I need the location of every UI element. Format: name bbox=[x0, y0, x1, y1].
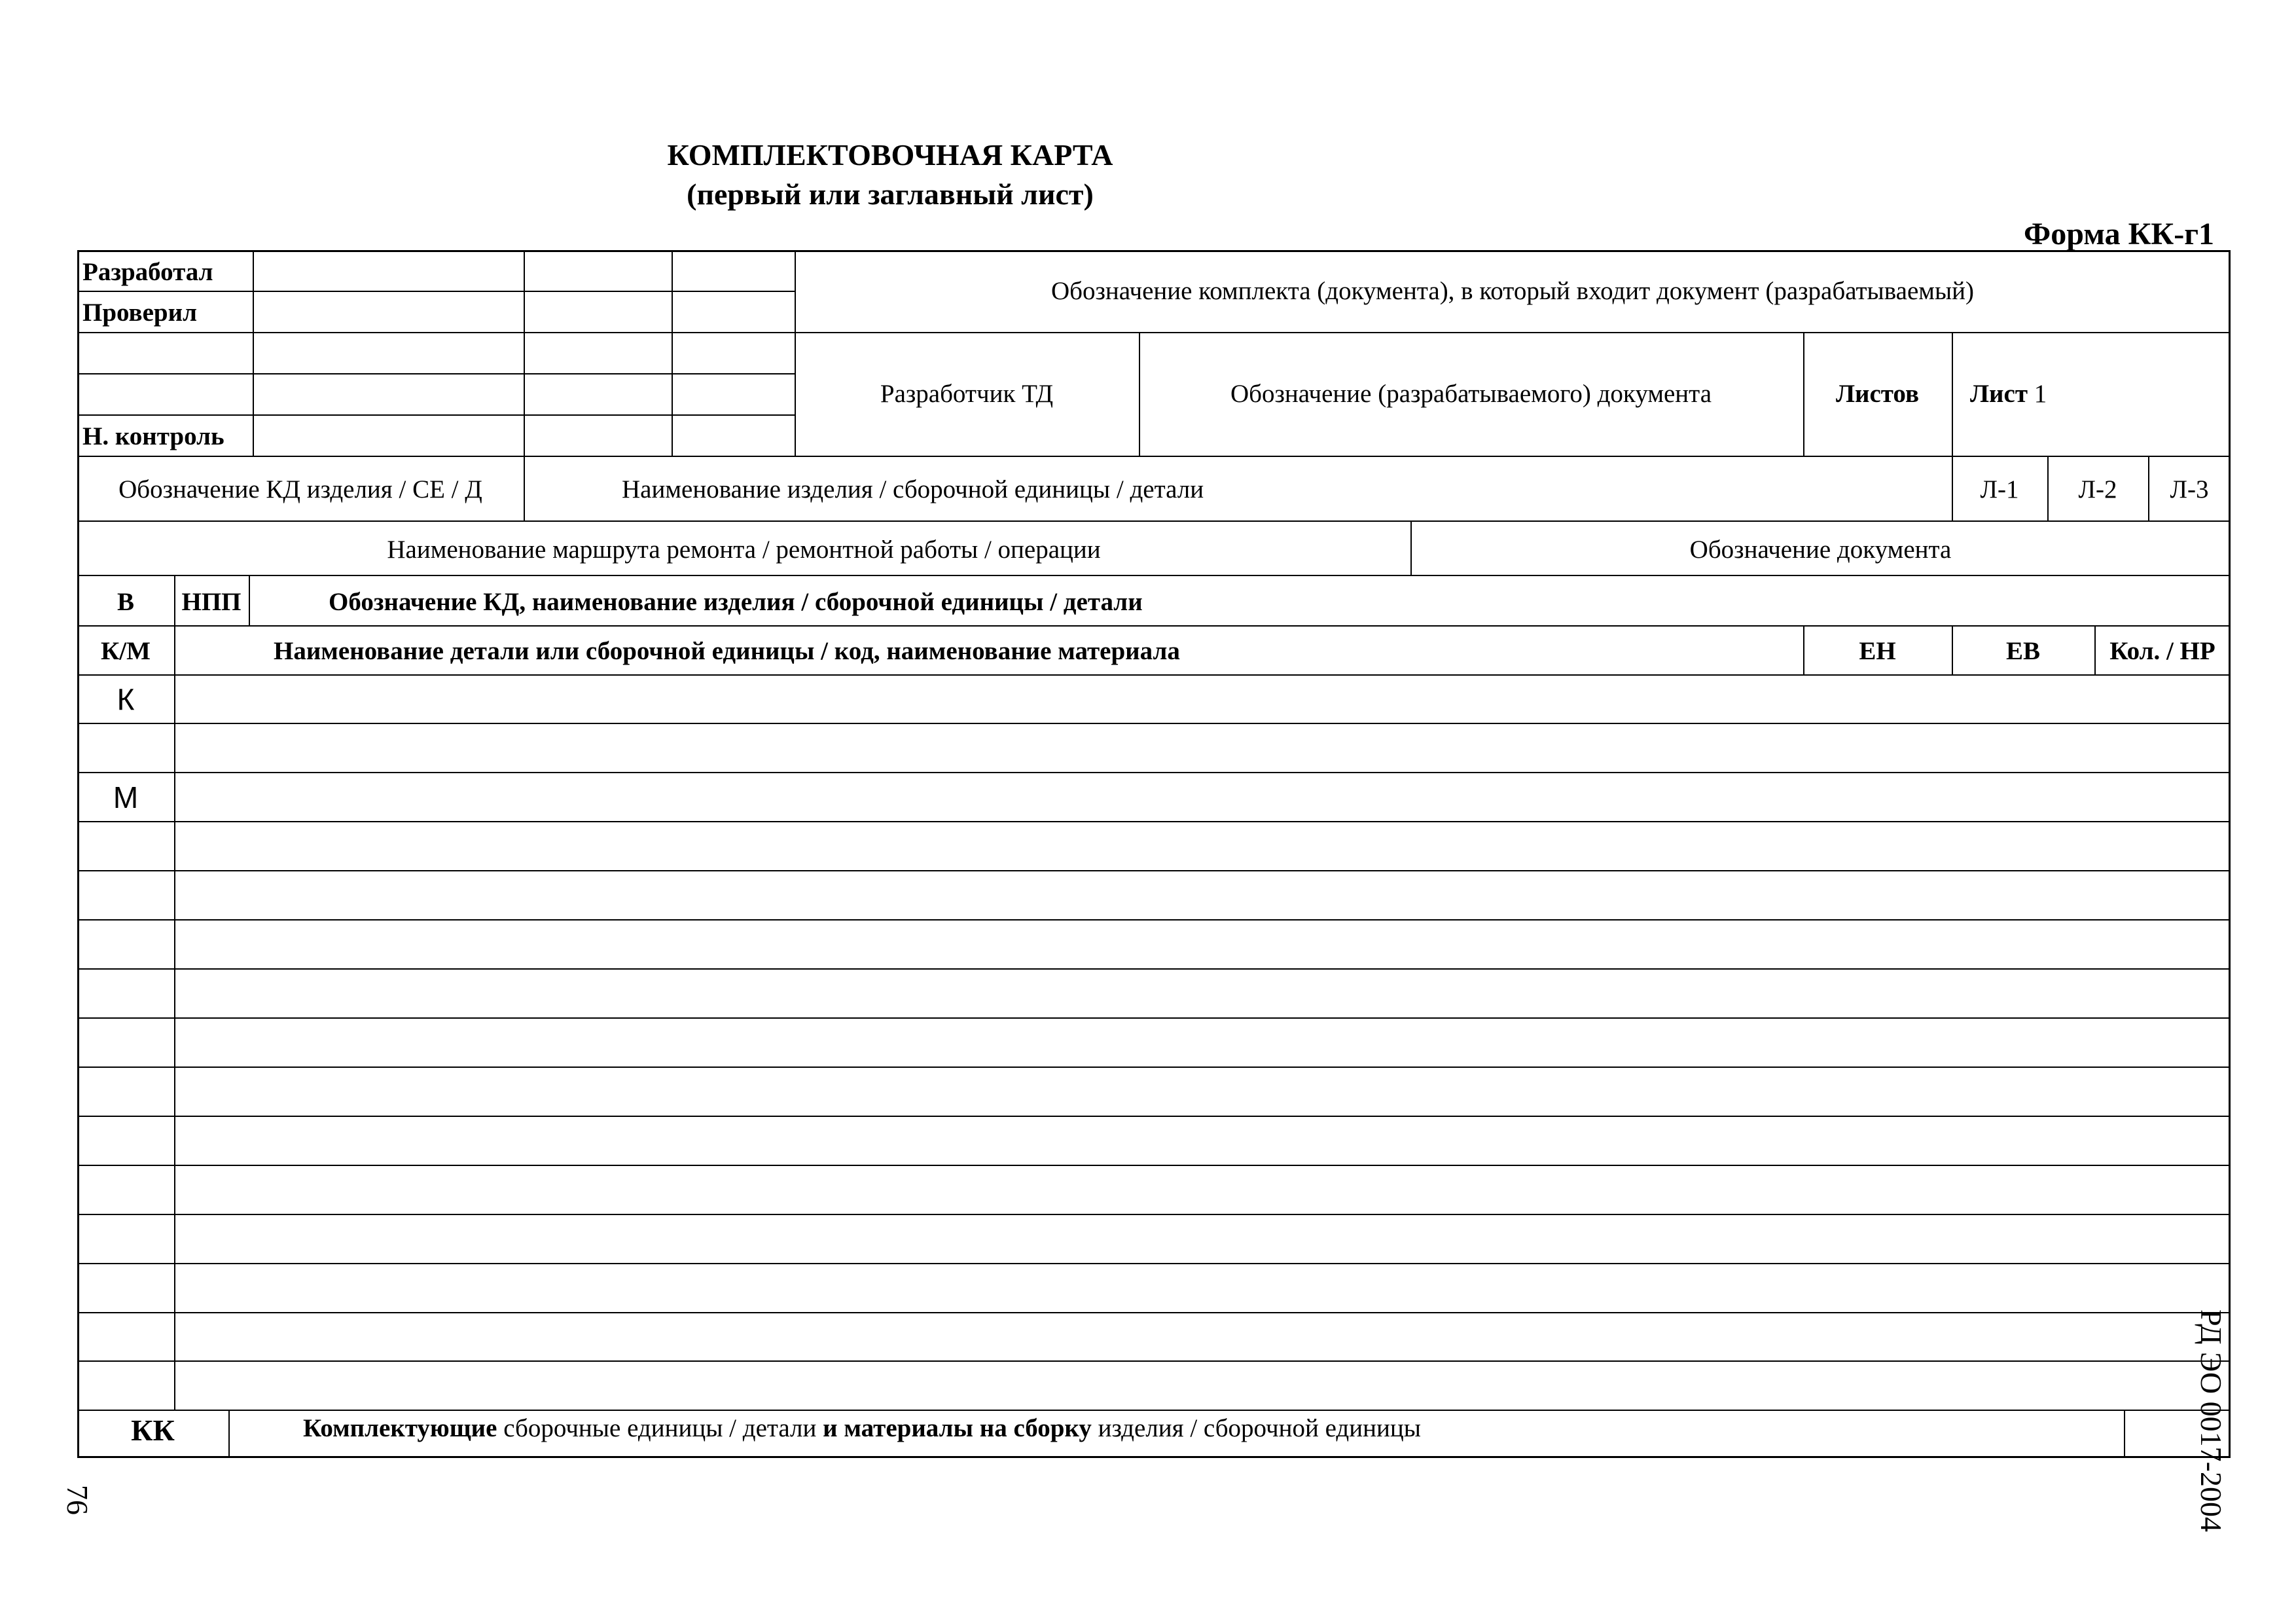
col-npp: НПП bbox=[181, 588, 242, 616]
l3-label: Л-3 bbox=[2170, 475, 2209, 503]
grid-line bbox=[77, 456, 2231, 457]
kd-designation: Обозначение КД изделия / СЕ / Д bbox=[118, 475, 482, 503]
kk-text-regular-1: сборочные единицы / детали bbox=[497, 1414, 823, 1442]
col-name: Наименование детали или сборочной единицы / код, наименование материала bbox=[274, 637, 1180, 665]
l1-label: Л-1 bbox=[1980, 475, 2019, 503]
sheet-field bbox=[1970, 381, 2047, 407]
grid-line bbox=[77, 1410, 2231, 1411]
grid-line bbox=[77, 1017, 2231, 1019]
grid-line bbox=[672, 250, 673, 456]
page-title: КОМПЛЕКТОВОЧНАЯ КАРТА bbox=[667, 138, 1113, 172]
col-en: ЕН bbox=[1859, 637, 1896, 665]
form-label: Форма КК-г1 bbox=[2024, 217, 2214, 251]
grid-line bbox=[77, 520, 2231, 522]
grid-line bbox=[77, 625, 2231, 627]
developed-label: Разработал bbox=[82, 258, 213, 286]
col-kd: Обозначение КД, наименование изделия / сборочной единицы / детали bbox=[329, 588, 1143, 616]
grid-line bbox=[2124, 1410, 2125, 1458]
sheet-number: 1 bbox=[2034, 380, 2047, 408]
grid-line bbox=[524, 250, 525, 456]
product-name: Наименование изделия / сборочной единицы / детали bbox=[622, 475, 1204, 503]
grid-line bbox=[249, 575, 250, 626]
col-qty: Кол. / НР bbox=[2109, 637, 2215, 665]
checked-label: Проверил bbox=[82, 299, 197, 327]
grid-line bbox=[253, 250, 254, 456]
form-table bbox=[77, 250, 2231, 1458]
kit-designation: Обозначение комплекта (документа), в который входит документ (разрабатываемый) bbox=[1050, 277, 1975, 305]
document-code: РД ЭО 0017-2004 bbox=[2195, 1309, 2228, 1532]
page-subtitle: (первый или заглавный лист) bbox=[687, 177, 1094, 211]
kk-text-bold-1: Комплектующие bbox=[303, 1414, 497, 1442]
route-name: Наименование маршрута ремонта / ремонтной работы / операции bbox=[387, 536, 1101, 564]
grid-line bbox=[77, 1360, 2231, 1362]
grid-line bbox=[77, 1214, 2231, 1215]
page-number: 76 bbox=[61, 1485, 94, 1515]
grid-line bbox=[77, 870, 2231, 871]
row-mark-k: К bbox=[117, 682, 135, 716]
col-km: К/М bbox=[101, 637, 151, 665]
grid-line bbox=[77, 414, 796, 416]
grid-line bbox=[77, 1116, 2231, 1117]
route-doc-designation: Обозначение документа bbox=[1689, 536, 1952, 564]
grid-line bbox=[228, 1410, 230, 1458]
grid-line bbox=[77, 575, 2231, 576]
grid-line bbox=[77, 674, 2231, 676]
grid-line bbox=[77, 968, 2231, 970]
col-v: В bbox=[117, 588, 134, 616]
kk-text-bold-2: и материалы на сборку bbox=[823, 1414, 1092, 1442]
grid-line bbox=[77, 772, 2231, 773]
sheet-label: Лист bbox=[1970, 380, 2028, 408]
kk-description bbox=[303, 1415, 1421, 1441]
grid-line bbox=[1952, 332, 1953, 456]
row-mark-m: М bbox=[113, 780, 139, 814]
grid-line bbox=[77, 373, 796, 374]
grid-line bbox=[77, 821, 2231, 822]
sheets-label: Листов bbox=[1835, 380, 1920, 408]
grid-line bbox=[77, 1165, 2231, 1166]
l2-label: Л-2 bbox=[2078, 475, 2117, 503]
grid-line bbox=[77, 919, 2231, 921]
grid-line bbox=[77, 291, 796, 292]
kk-label: КК bbox=[131, 1413, 175, 1447]
kk-text-regular-2: изделия / сборочной единицы bbox=[1091, 1414, 1421, 1442]
grid-line bbox=[77, 723, 2231, 724]
document-designation: Обозначение (разрабатываемого) документа bbox=[1230, 380, 1712, 408]
grid-line bbox=[524, 456, 525, 521]
grid-line bbox=[77, 1312, 2231, 1313]
norm-control-label: Н. контроль bbox=[82, 422, 224, 450]
col-ev: ЕВ bbox=[2005, 637, 2041, 665]
grid-line bbox=[77, 1067, 2231, 1068]
td-developer: Разработчик ТД bbox=[880, 380, 1054, 408]
grid-line bbox=[77, 332, 2231, 333]
grid-line bbox=[77, 1263, 2231, 1264]
